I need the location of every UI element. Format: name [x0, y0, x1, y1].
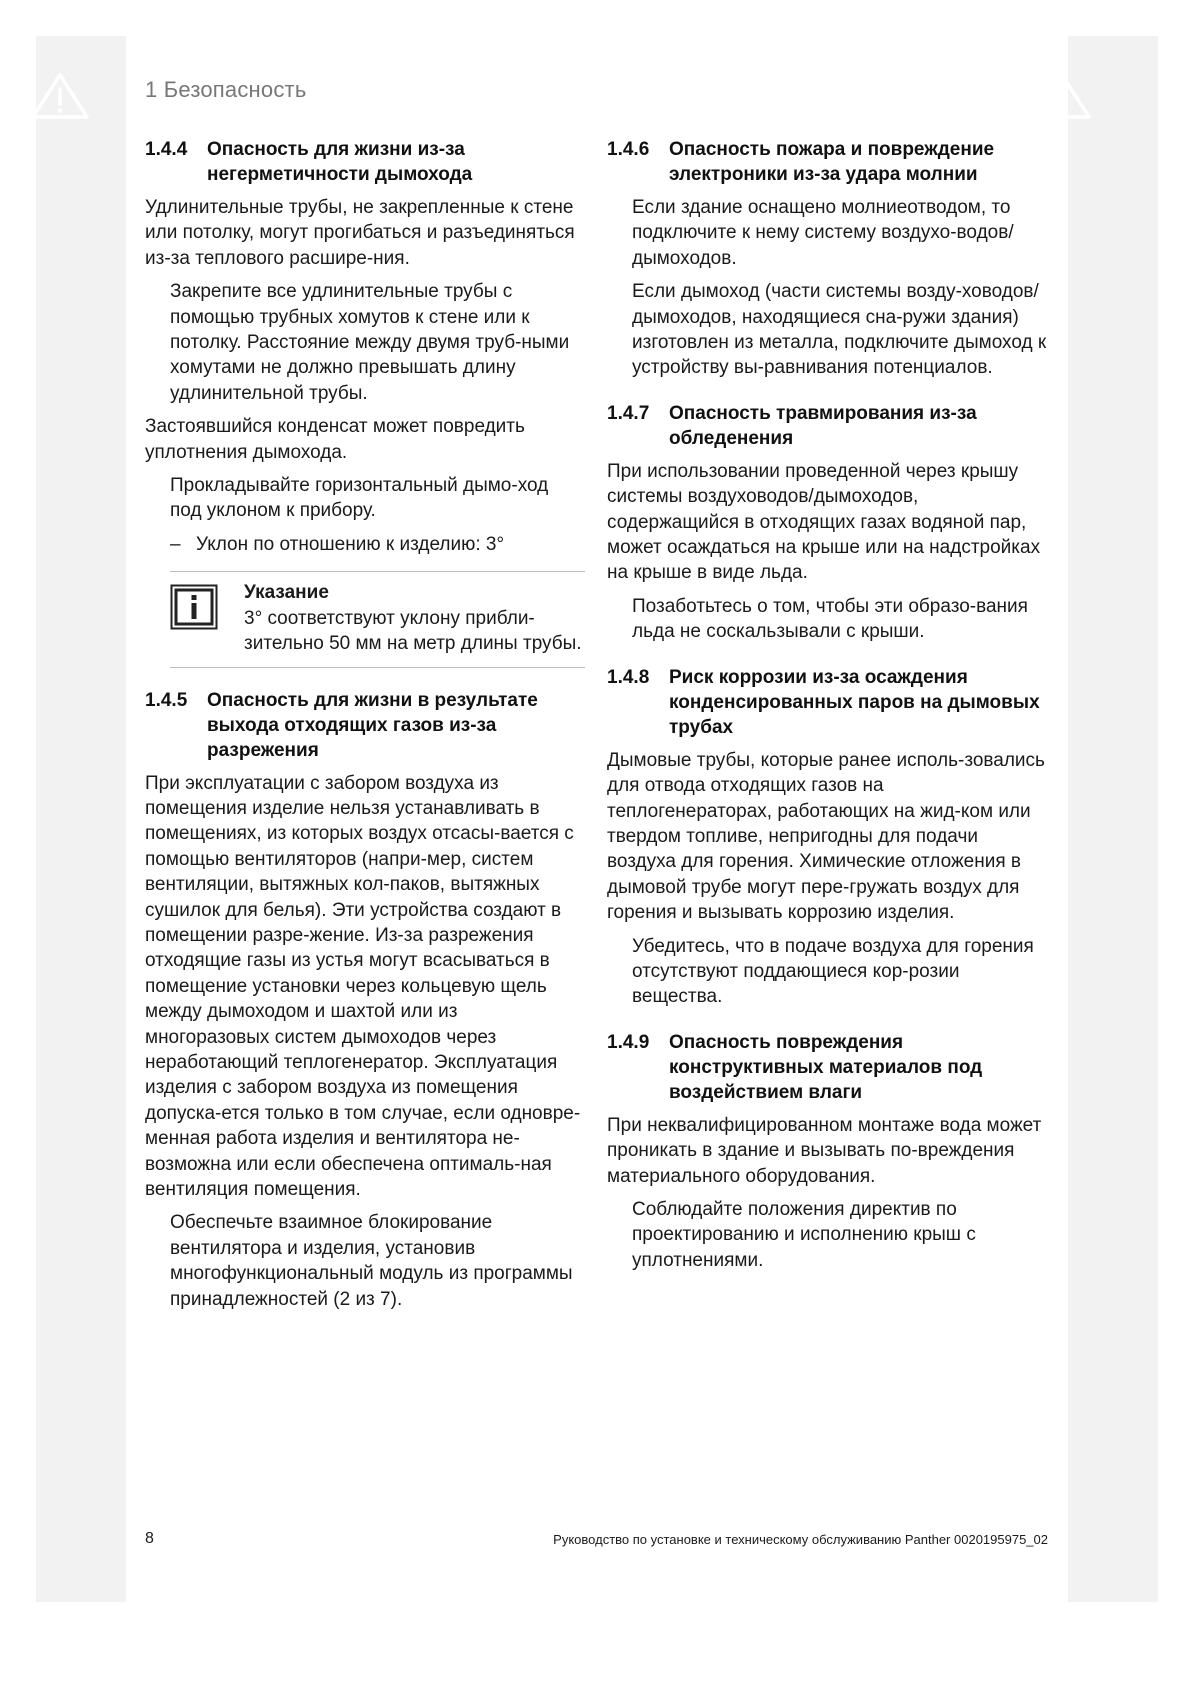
section-heading [145, 688, 585, 763]
paragraph: Дымовые трубы, которые ранее исполь-зовались для отвода отходящих газов на теплогенераторах, работающих на жид-ком или твердом топливе, непригодны для подачи воздуха для горения. Химические отложения в дымовой трубе могут пере-гружать воздух для горения и вызывать коррозию изделия. [607, 749, 1045, 924]
instruction: Убедитесь, что в подаче воздуха для горения отсутствуют поддающиеся кор-розии вещества. [632, 935, 1034, 1008]
paragraph: При использовании проведенной через крышу системы воздуховодов/дымоходов, содержащийся в отходящих газах водяной пар, может осаждаться на крыше или на надстройках на крыше в виде льда. [607, 460, 1041, 584]
instruction: Закрепите все удлинительные трубы с помощью трубных хомутов к стене или к потолку. Расстояние между двумя труб-ными хомутами не должно превышать длину удлинительной трубы. [170, 281, 570, 404]
instruction: Если здание оснащено молниеотводом, то подключите к нему систему воздухо-водов/дымоходов. [632, 197, 1014, 269]
instruction: Если дымоход (части системы возду-ховодов/дымоходов, находящиеся сна-ружи здания) изготовлен из металла, подключите дымоход к устройству вы-равнивания потенциалов. [632, 281, 1047, 379]
right-column [607, 137, 1047, 1293]
info-icon-wrap [170, 580, 244, 656]
paragraph: При неквалифицированном монтаже вода может проникать в здание и вызывать по-вреждения материального оборудования. [607, 1114, 1042, 1187]
section-heading [607, 665, 1047, 740]
note-text: 3° соответствуют уклону прибли-зительно 50 мм на метр длины трубы. [244, 607, 582, 655]
dash-list-item [170, 532, 585, 557]
dash-mark: – [170, 533, 181, 555]
section-title: Опасность для жизни из-за негерметичности дымохода [207, 139, 473, 185]
paragraph: Удлинительные трубы, не закрепленные к стене или потолку, могут прогибаться и разъединяться из-за теплового расшире-ния. [145, 197, 575, 269]
section-1-4-9 [607, 1030, 1047, 1273]
section-heading [607, 1030, 1047, 1105]
instruction: Прокладывайте горизонтальный дымо-ход под уклоном к прибору. [170, 475, 549, 522]
instruction: Обеспечьте взаимное блокирование вентилятора и изделия, установив многофункциональный модуль из программы принадлежностей (2 из 7). [170, 1212, 573, 1310]
section-title: Опасность пожара и повреждение электроники из-за удара молнии [669, 139, 995, 185]
left-column [145, 137, 585, 1332]
section-title: Риск коррозии из-за осаждения конденсированных паров на дымовых трубах [669, 666, 1040, 738]
note-title: Указание [244, 582, 329, 604]
section-number: 1.4.4 [145, 139, 188, 160]
dash-text: Уклон по отношению к изделию: 3° [196, 533, 505, 555]
section-number: 1.4.8 [607, 666, 650, 688]
paragraph: При эксплуатации с забором воздуха из помещения изделие нельзя устанавливать в помещениях, из которых воздух отсасы-вается с помощью вентиляторов (напри-мер, систем вентиляции, вытяжных кол-паков, вытяжных сушилок для белья). Эти устройства создают в помещении разре-жение. Из-за разрежения отходящие газы из устья могут всасываться в помещение установки через кольцевую щель между дымоходом и шахтой или из многоразовых систем дымоходов через неработающий теплогенератор. Эксплуатация изделия с забором воздуха из помещения допуска-ется только в том случае, если одновре-менная работа изделия и вентилятора не-возможна или если обеспечена оптималь-ная вентиляция помещения. [145, 772, 581, 1200]
section-title: Опасность для жизни в результате выхода отходящих газов из-за разрежения [207, 689, 538, 761]
section-1-4-5 [145, 688, 585, 1313]
section-heading [145, 137, 585, 187]
section-1-4-4 [145, 137, 585, 668]
section-1-4-7 [607, 401, 1047, 645]
section-1-4-6 [607, 137, 1047, 381]
section-number: 1.4.6 [607, 139, 650, 160]
page-number: 8 [145, 1530, 154, 1547]
section-number: 1.4.9 [607, 1031, 650, 1053]
instruction: Позаботьтесь о том, чтобы эти образо-вания льда не соскальзывали с крыши. [632, 595, 1028, 643]
section-heading [607, 401, 1047, 451]
section-number: 1.4.5 [145, 689, 188, 711]
chapter-title: 1 Безопасность [145, 77, 307, 102]
note-box [170, 571, 585, 667]
note-body [244, 580, 585, 656]
section-1-4-8 [607, 665, 1047, 1010]
instruction: Соблюдайте положения директив по проектированию и исполнению крыш с уплотнениями. [632, 1198, 976, 1271]
paragraph: Застоявшийся конденсат может повредить уплотнения дымохода. [145, 416, 525, 463]
warning-triangle-icon [1032, 72, 1092, 120]
warning-triangle-icon [30, 72, 90, 120]
section-heading [607, 137, 1047, 187]
section-title: Опасность повреждения конструктивных материалов под воздействием влаги [669, 1031, 983, 1103]
section-number: 1.4.7 [607, 402, 650, 424]
document-title: Руководство по установке и техническому обслуживанию Panther 0020195975_02 [553, 1532, 1048, 1547]
section-title: Опасность травмирования из-за обледенения [669, 402, 977, 449]
info-icon [170, 584, 218, 630]
